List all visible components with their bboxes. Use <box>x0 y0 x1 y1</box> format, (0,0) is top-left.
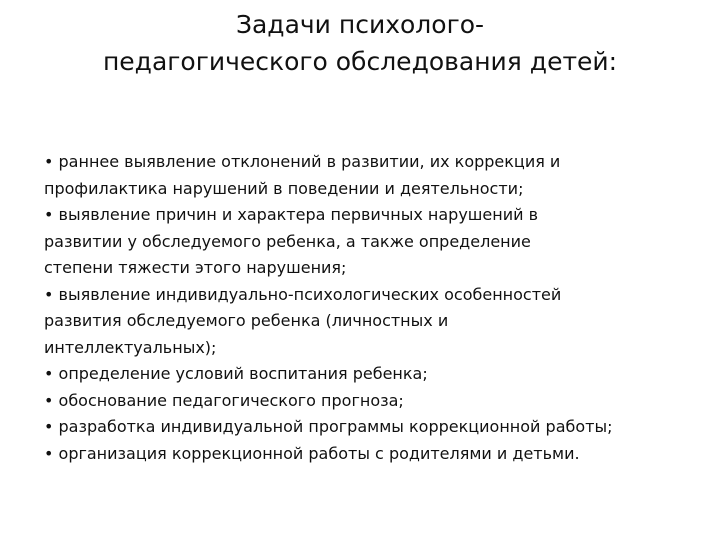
task-list-item <box>44 149 694 202</box>
task-text-line: • обоснование педагогического прогноза; <box>44 390 404 410</box>
task-list <box>44 149 694 467</box>
task-text-line: развития обследуемого ребенка (личностных и <box>44 311 449 330</box>
slide-title-line: Задачи психолого- <box>235 10 485 39</box>
task-list-item <box>44 282 694 362</box>
slide-title-line: педагогического обследования детей: <box>102 47 618 76</box>
task-text-line: • организация коррекционной работы с родителями и детьми. <box>44 443 580 463</box>
task-text-line: профилактика нарушений в поведении и деятельности; <box>44 178 524 198</box>
task-text-line: интеллектуальных); <box>44 337 217 357</box>
task-list-item <box>44 441 694 468</box>
task-list-item <box>44 361 694 388</box>
task-text-line: • определение условий воспитания ребенка; <box>44 364 428 383</box>
task-text-line: • выявление индивидуально-психологических особенностей <box>44 284 562 304</box>
task-list-item <box>44 388 694 415</box>
task-list-item <box>44 202 694 282</box>
task-text-line: развитии у обследуемого ребенка, а также определение <box>44 231 531 251</box>
task-text-line: степени тяжести этого нарушения; <box>44 258 347 277</box>
task-text-line: • разработка индивидуальной программы коррекционной работы; <box>44 417 613 436</box>
task-text-line: • раннее выявление отклонений в развитии, их коррекция и <box>44 152 561 171</box>
task-text-line: • выявление причин и характера первичных нарушений в <box>44 205 539 224</box>
slide-title <box>60 6 660 80</box>
task-list-item <box>44 414 694 441</box>
